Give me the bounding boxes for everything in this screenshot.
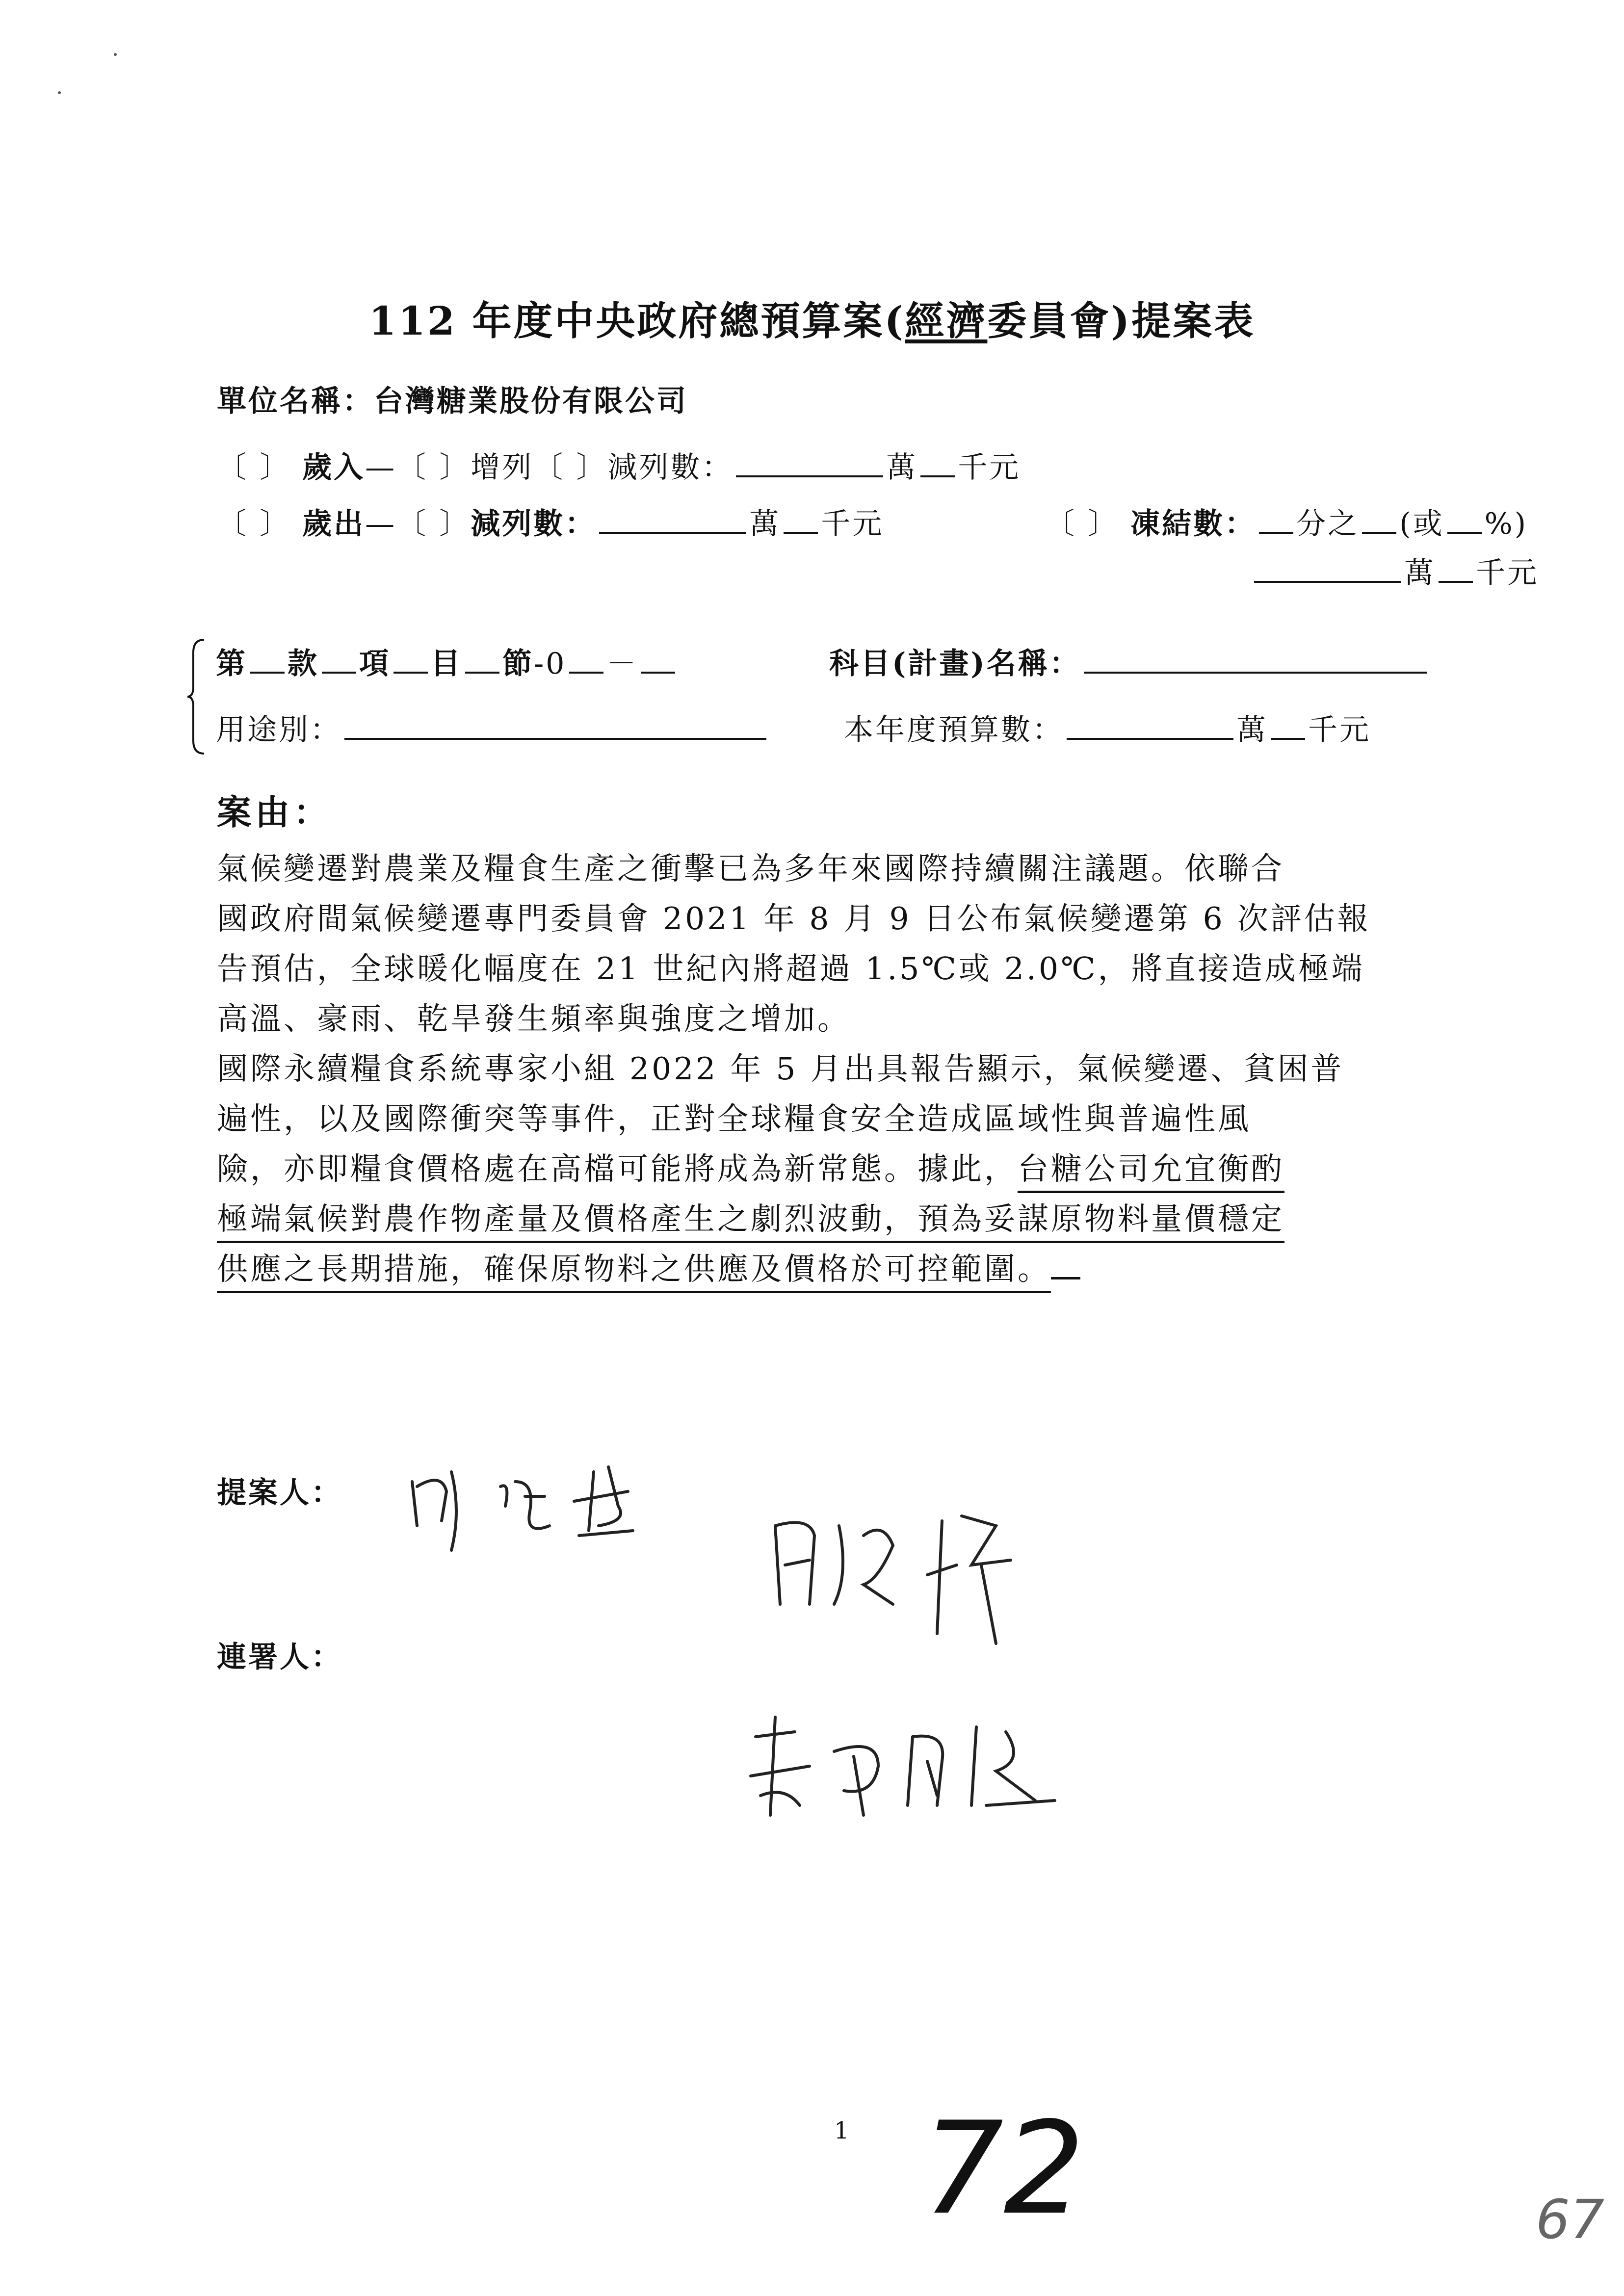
- unit-label: 單位名稱：: [217, 384, 374, 418]
- cosigner-signature-1: [765, 1506, 1060, 1653]
- annual-budget-row: 本年度預算數： 萬 千元: [844, 706, 1371, 749]
- corner-number: 67: [1536, 2188, 1604, 2251]
- blank-field: [344, 708, 766, 740]
- freeze-label: 凍結數：: [1130, 507, 1257, 541]
- proposer-signature: [402, 1452, 697, 1570]
- blank-field: [569, 642, 603, 674]
- annual-label: 本年度預算數：: [844, 713, 1064, 747]
- page-title: 112 年度中央政府總預算案(經濟委員會)提案表: [368, 298, 1256, 344]
- reason-line: 告預估，全球暖化幅度在 21 世紀內將超過 1.5℃或 2.0℃，將直接造成極端: [217, 951, 1365, 987]
- subject-row: [829, 640, 1430, 682]
- cosigner-signature-2: [741, 1707, 1084, 1835]
- decrease-label: 減列數：: [471, 507, 597, 541]
- usage-row: [216, 706, 769, 749]
- reason-line: [217, 1194, 1284, 1239]
- checkbox-bracket: 〔 〕: [217, 507, 291, 541]
- reason-line: 氣候變遷對農業及糧食生產之衝擊已為多年來國際持續關注議題。依聯合: [217, 851, 1284, 887]
- blank-field: [393, 642, 428, 674]
- cosigner-label: 連署人：: [217, 1640, 342, 1674]
- revenue-label: 歲入: [302, 450, 366, 485]
- underlined-text: 極端氣候對農作物產量及價格產生之劇烈波動，預為妥謀原物料量價穩定: [217, 1201, 1284, 1243]
- reason-line: 國政府間氣候變遷專門委員會 2021 年 8 月 9 日公布氣候變遷第 6 次評估報: [217, 901, 1371, 937]
- checkbox-bracket: 〔 〕: [533, 450, 608, 485]
- blank-field: [1084, 642, 1427, 674]
- blank-field: [1067, 708, 1233, 740]
- blank-field: [599, 502, 746, 534]
- decrease-label: 減列數：: [607, 450, 733, 485]
- budget-item-row: 第 款 項 目 節-0 －: [216, 640, 678, 682]
- unit-name: 台灣糖業股份有限公司: [374, 384, 688, 418]
- blank-field: [784, 502, 818, 534]
- reason-heading: 案由：: [217, 792, 332, 833]
- usage-label: 用途別：: [216, 713, 341, 747]
- expenditure-label: 歲出: [302, 507, 366, 541]
- blank-field: [1259, 502, 1293, 534]
- blank-field: [1447, 502, 1482, 534]
- underlined-text: 供應之長期措施，確保原物料之供應及價格於可控範圍。: [217, 1251, 1051, 1293]
- page-number: 1: [834, 2117, 849, 2144]
- revenue-row: 〔 〕 歲入—〔 〕增列〔 〕減列數： 萬 千元: [217, 444, 1021, 486]
- blank-field: [322, 642, 356, 674]
- subject-label: 科目(計畫)名稱：: [829, 647, 1081, 681]
- handwritten-stamp-number: 72: [922, 2095, 1085, 2243]
- checkbox-bracket: 〔 〕: [217, 450, 291, 485]
- checkbox-bracket: 〔 〕: [396, 507, 471, 541]
- blank-field: [1362, 502, 1396, 534]
- scan-speck: [114, 53, 117, 56]
- reason-line: 國際永續糧食系統專家小組 2022 年 5 月出具報告顯示，氣候變遷、貧困普: [217, 1051, 1344, 1087]
- blank-field: [641, 642, 675, 674]
- reason-line: 高溫、豪雨、乾旱發生頻率與強度之增加。: [217, 1001, 851, 1037]
- proposer-label: 提案人：: [217, 1476, 342, 1510]
- reason-line: 遍性，以及國際衝突等事件，正對全球糧食安全造成區域性與普遍性風: [217, 1101, 1251, 1137]
- freeze-row: 〔 〕 凍結數： 分之 (或 %): [1045, 500, 1528, 543]
- blank-field: [250, 642, 285, 674]
- left-brace: [186, 638, 206, 756]
- blank-field: [1254, 551, 1401, 583]
- expenditure-row: 〔 〕 歲出—〔 〕減列數： 萬 千元: [217, 500, 884, 543]
- blank-field: [465, 642, 499, 674]
- underlined-text: 台糖公司允宜衡酌: [1018, 1151, 1284, 1193]
- blank-field: [920, 446, 955, 477]
- blank-field: [1439, 551, 1473, 583]
- freeze-amount-row: 萬 千元: [1251, 549, 1539, 592]
- increase-label: 增列: [471, 450, 534, 485]
- checkbox-bracket: 〔 〕: [396, 450, 471, 485]
- unit-row: [217, 378, 688, 420]
- blank-field: [736, 446, 883, 477]
- blank-field: [1271, 708, 1305, 740]
- checkbox-bracket: 〔 〕: [1045, 507, 1120, 541]
- scan-speck: [58, 91, 61, 94]
- reason-line: 險，亦即糧食價格處在高檔可能將成為新常態。據此，台糖公司允宜衡酌: [217, 1144, 1284, 1189]
- reason-line: [217, 1244, 1080, 1289]
